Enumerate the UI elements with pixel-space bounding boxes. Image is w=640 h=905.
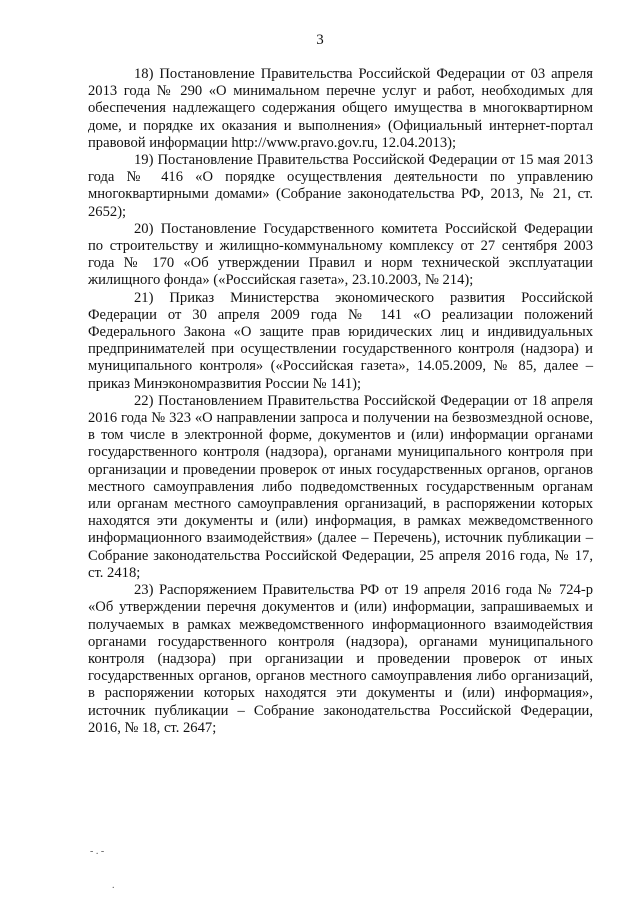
list-item-18: 18) Постановление Правительства Российской Федерации от 03 апреля 2013 года № 290 «О минимальном перечне услуг и работ, необходимых для обеспечения надлежащего содержания общего имущества в многоквартирном доме, и порядке их оказания и выполнения» (Официальный интернет-портал правовой информации http://www.pravo.gov.ru, 12.04.2013); bbox=[88, 66, 593, 151]
document-body bbox=[88, 66, 593, 737]
list-item-23: 23) Распоряжением Правительства РФ от 19 апреля 2016 года № 724-р «Об утверждении перечня документов и (или) информации, запрашиваемых и получаемых в рамках межведомственного информационного взаимодействия органами государственного контроля (надзора), органами муниципального контроля (надзора) при организации и проведении проверок от иных государственных органов, органов местного самоуправления либо организаций, в распоряжении которых находятся эти документы и (или) информация», источник публикации – Собрание законодательства Российской Федерации, 2016, № 18, ст. 2647; bbox=[88, 582, 593, 736]
scan-mark: - . - bbox=[90, 846, 105, 857]
list-item-21: 21) Приказ Министерства экономического развития Российской Федерации от 30 апреля 2009 года № 141 «О реализации положений Федерального Закона «О защите прав юридических лиц и индивидуальных предпринимателей при осуществлении государственного контроля (надзора) и муниципального контроля» («Российская газета», 14.05.2009, № 85, далее – приказ Минэкономразвития России № 141); bbox=[88, 289, 593, 392]
scan-dot: . bbox=[112, 880, 115, 891]
list-item-22: 22) Постановлением Правительства Российской Федерации от 18 апреля 2016 года № 323 «О направлении запроса и получении на безвозмездной основе, в том числе в электронной форме, документов и (или) информации органами государственного контроля (надзора), органами муниципального контроля при организации и проведении проверок от иных государственных органов, органов местного самоуправления либо подведомственных государственным органам или органам местного самоуправления организаций, в распоряжении которых находятся эти документы и (или) информация, в рамках межведомственного информационного взаимодействия» (далее – Перечень), источник публикации – Собрание законодательства Российской Федерации, 25 апреля 2016 года, № 17, ст. 2418; bbox=[88, 392, 593, 581]
page-number: 3 bbox=[316, 32, 324, 48]
list-item-20: 20) Постановление Государственного комитета Российской Федерации по строительству и жилищно-коммунальному комплексу от 27 сентября 2003 года № 170 «Об утверждении Правил и норм технической эксплуатации жилищного фонда» («Российская газета», 23.10.2003, № 214); bbox=[88, 220, 593, 289]
list-item-19: 19) Постановление Правительства Российской Федерации от 15 мая 2013 года № 416 «О порядке осуществления деятельности по управлению многоквартирными домами» (Собрание законодательства РФ, 2013, № 21, ст. 2652); bbox=[88, 152, 593, 220]
